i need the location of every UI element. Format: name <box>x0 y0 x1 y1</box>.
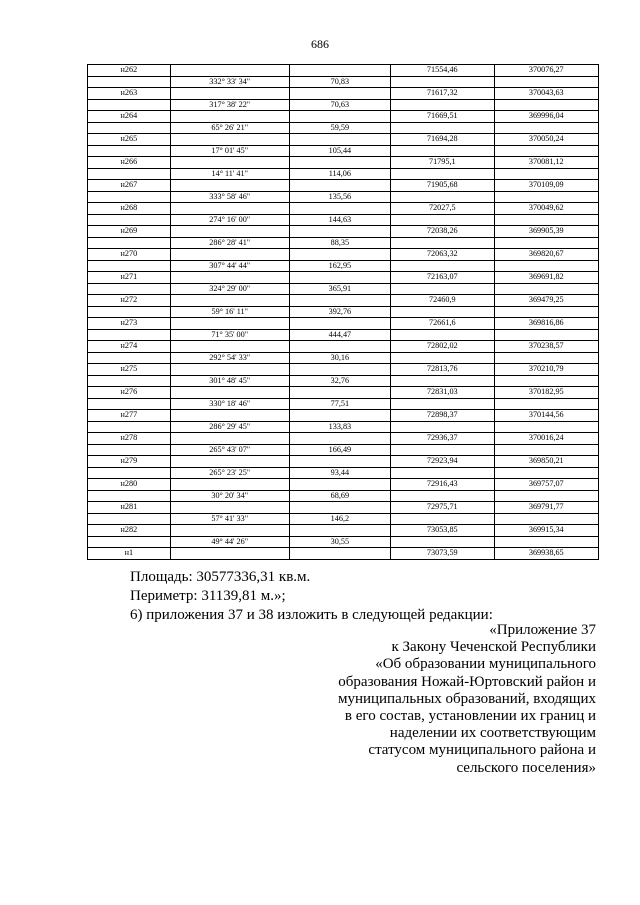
empty-cell <box>170 387 289 399</box>
point-y-cell: 369757,07 <box>494 479 599 491</box>
point-row <box>88 479 599 491</box>
point-name-cell: н267 <box>88 180 171 192</box>
page-number: 686 <box>311 37 329 51</box>
empty-cell <box>391 168 494 180</box>
empty-cell <box>391 283 494 295</box>
point-name-cell: н282 <box>88 525 171 537</box>
point-row <box>88 548 599 560</box>
empty-cell <box>289 295 390 307</box>
empty-cell <box>88 329 171 341</box>
empty-cell <box>170 433 289 445</box>
area-text: Площадь: 30577336,31 кв.м. <box>130 569 311 585</box>
empty-cell <box>170 272 289 284</box>
point-row <box>88 502 599 514</box>
empty-cell <box>391 536 494 548</box>
point-row <box>88 295 599 307</box>
empty-cell <box>494 260 599 272</box>
point-y-cell: 370144,56 <box>494 410 599 422</box>
empty-cell <box>289 203 390 215</box>
empty-cell <box>391 260 494 272</box>
segment-distance-cell: 144,63 <box>289 214 390 226</box>
appendix-line: к Закону Чеченской Республики <box>391 639 596 656</box>
segment-angle-cell: 17° 01' 45" <box>170 145 289 157</box>
point-x-cell: 71554,46 <box>391 65 494 77</box>
segment-distance-cell: 162,95 <box>289 260 390 272</box>
point-y-cell: 370109,09 <box>494 180 599 192</box>
point-x-cell: 73053,85 <box>391 525 494 537</box>
empty-cell <box>391 214 494 226</box>
segment-row <box>88 352 599 364</box>
empty-cell <box>494 214 599 226</box>
point-y-cell: 369691,82 <box>494 272 599 284</box>
segment-angle-cell: 330° 18' 46" <box>170 398 289 410</box>
empty-cell <box>391 513 494 525</box>
empty-cell <box>170 157 289 169</box>
point-row <box>88 249 599 261</box>
empty-cell <box>88 214 171 226</box>
segment-distance-cell: 70,83 <box>289 76 390 88</box>
empty-cell <box>88 99 171 111</box>
empty-cell <box>391 145 494 157</box>
empty-cell <box>494 444 599 456</box>
appendix-line: сельского поселения» <box>456 759 596 776</box>
empty-cell <box>494 99 599 111</box>
empty-cell <box>170 502 289 514</box>
empty-cell <box>391 352 494 364</box>
empty-cell <box>289 134 390 146</box>
empty-cell <box>289 180 390 192</box>
empty-cell <box>170 410 289 422</box>
empty-cell <box>289 226 390 238</box>
empty-cell <box>289 272 390 284</box>
point-row <box>88 111 599 123</box>
empty-cell <box>88 260 171 272</box>
empty-cell <box>494 237 599 249</box>
segment-row <box>88 375 599 387</box>
empty-cell <box>88 352 171 364</box>
segment-distance-cell: 30,55 <box>289 536 390 548</box>
empty-cell <box>494 191 599 203</box>
segment-distance-cell: 59,59 <box>289 122 390 134</box>
point-y-cell: 370050,24 <box>494 134 599 146</box>
appendix-line: «Приложение 37 <box>489 622 596 638</box>
empty-cell <box>170 249 289 261</box>
empty-cell <box>391 444 494 456</box>
point-name-cell: н1 <box>88 548 171 560</box>
empty-cell <box>494 398 599 410</box>
segment-angle-cell: 59° 16' 11" <box>170 306 289 318</box>
point-name-cell: н276 <box>88 387 171 399</box>
segment-distance-cell: 105,44 <box>289 145 390 157</box>
point-name-cell: н272 <box>88 295 171 307</box>
point-y-cell: 369938,65 <box>494 548 599 560</box>
point-row <box>88 525 599 537</box>
empty-cell <box>494 513 599 525</box>
empty-cell <box>289 479 390 491</box>
segment-distance-cell: 70,63 <box>289 99 390 111</box>
point-x-cell: 72898,37 <box>391 410 494 422</box>
point-name-cell: н270 <box>88 249 171 261</box>
empty-cell <box>391 306 494 318</box>
point-y-cell: 369905,39 <box>494 226 599 238</box>
segment-angle-cell: 71° 35' 00" <box>170 329 289 341</box>
segment-row <box>88 145 599 157</box>
segment-row <box>88 191 599 203</box>
empty-cell <box>170 479 289 491</box>
empty-cell <box>494 352 599 364</box>
point-x-cell: 72813,76 <box>391 364 494 376</box>
empty-cell <box>170 111 289 123</box>
segment-distance-cell: 93,44 <box>289 467 390 479</box>
point-row <box>88 456 599 468</box>
segment-row <box>88 168 599 180</box>
point-name-cell: н269 <box>88 226 171 238</box>
segment-row <box>88 76 599 88</box>
point-x-cell: 72975,71 <box>391 502 494 514</box>
empty-cell <box>88 490 171 502</box>
empty-cell <box>170 295 289 307</box>
segment-angle-cell: 286° 29' 45" <box>170 421 289 433</box>
segment-row <box>88 99 599 111</box>
point-x-cell: 71795,1 <box>391 157 494 169</box>
point-name-cell: н279 <box>88 456 171 468</box>
point-y-cell: 369479,25 <box>494 295 599 307</box>
segment-angle-cell: 49° 44' 26" <box>170 536 289 548</box>
segment-angle-cell: 317° 38' 22" <box>170 99 289 111</box>
segment-distance-cell: 135,56 <box>289 191 390 203</box>
point-x-cell: 71617,32 <box>391 88 494 100</box>
segment-row <box>88 398 599 410</box>
empty-cell <box>391 398 494 410</box>
empty-cell <box>494 490 599 502</box>
empty-cell <box>170 341 289 353</box>
appendix-line: статусом муниципального района и <box>368 742 596 759</box>
point-name-cell: н281 <box>88 502 171 514</box>
appendix-line: муниципальных образований, входящих <box>337 690 596 707</box>
point-x-cell: 72661,6 <box>391 318 494 330</box>
segment-angle-cell: 286° 28' 41" <box>170 237 289 249</box>
empty-cell <box>289 525 390 537</box>
empty-cell <box>88 237 171 249</box>
empty-cell <box>170 364 289 376</box>
point-name-cell: н278 <box>88 433 171 445</box>
segment-angle-cell: 265° 43' 07" <box>170 444 289 456</box>
segment-row <box>88 122 599 134</box>
empty-cell <box>391 375 494 387</box>
segment-distance-cell: 68,69 <box>289 490 390 502</box>
empty-cell <box>289 433 390 445</box>
point-x-cell: 72163,07 <box>391 272 494 284</box>
segment-distance-cell: 133,83 <box>289 421 390 433</box>
segment-distance-cell: 32,76 <box>289 375 390 387</box>
empty-cell <box>289 387 390 399</box>
coordinates-table <box>87 64 599 560</box>
segment-angle-cell: 333° 58' 46" <box>170 191 289 203</box>
point-x-cell: 72936,37 <box>391 433 494 445</box>
segment-row <box>88 467 599 479</box>
appendix-line: наделении их соответствующим <box>389 725 596 742</box>
empty-cell <box>494 467 599 479</box>
empty-cell <box>289 410 390 422</box>
point-row <box>88 433 599 445</box>
empty-cell <box>88 306 171 318</box>
empty-cell <box>494 329 599 341</box>
appendix-heading <box>266 622 596 777</box>
empty-cell <box>289 249 390 261</box>
empty-cell <box>289 456 390 468</box>
point-x-cell: 72038,26 <box>391 226 494 238</box>
perimeter-text: Периметр: 31139,81 м.»; <box>130 588 286 604</box>
empty-cell <box>170 180 289 192</box>
empty-cell <box>391 490 494 502</box>
point-x-cell: 71669,51 <box>391 111 494 123</box>
coordinates-table-body <box>88 65 599 560</box>
empty-cell <box>494 168 599 180</box>
point-y-cell: 369850,21 <box>494 456 599 468</box>
point-y-cell: 370049,62 <box>494 203 599 215</box>
empty-cell <box>289 364 390 376</box>
point-y-cell: 369816,86 <box>494 318 599 330</box>
empty-cell <box>88 513 171 525</box>
empty-cell <box>391 99 494 111</box>
point-row <box>88 226 599 238</box>
point-name-cell: н277 <box>88 410 171 422</box>
empty-cell <box>391 191 494 203</box>
segment-row <box>88 260 599 272</box>
segment-angle-cell: 30° 20' 34" <box>170 490 289 502</box>
empty-cell <box>88 283 171 295</box>
empty-cell <box>494 421 599 433</box>
point-row <box>88 341 599 353</box>
empty-cell <box>391 122 494 134</box>
point-name-cell: н266 <box>88 157 171 169</box>
empty-cell <box>88 76 171 88</box>
segment-angle-cell: 301° 48' 45" <box>170 375 289 387</box>
segment-distance-cell: 77,51 <box>289 398 390 410</box>
appendix-line: в его состав, установлении их границ и <box>344 708 596 725</box>
point-row <box>88 318 599 330</box>
empty-cell <box>391 467 494 479</box>
empty-cell <box>289 318 390 330</box>
empty-cell <box>88 536 171 548</box>
point-name-cell: н265 <box>88 134 171 146</box>
point-row <box>88 410 599 422</box>
empty-cell <box>391 237 494 249</box>
segment-distance-cell: 365,91 <box>289 283 390 295</box>
point-x-cell: 72831,03 <box>391 387 494 399</box>
segment-angle-cell: 307° 44' 44" <box>170 260 289 272</box>
point-x-cell: 71694,28 <box>391 134 494 146</box>
segment-distance-cell: 146,2 <box>289 513 390 525</box>
point-row <box>88 134 599 146</box>
empty-cell <box>494 375 599 387</box>
empty-cell <box>170 65 289 77</box>
point-name-cell: н275 <box>88 364 171 376</box>
empty-cell <box>494 145 599 157</box>
point-x-cell: 72027,5 <box>391 203 494 215</box>
point-y-cell: 370076,27 <box>494 65 599 77</box>
empty-cell <box>289 65 390 77</box>
segment-row <box>88 536 599 548</box>
empty-cell <box>88 444 171 456</box>
segment-row <box>88 444 599 456</box>
point-y-cell: 370238,57 <box>494 341 599 353</box>
empty-cell <box>494 536 599 548</box>
point-row <box>88 387 599 399</box>
point-x-cell: 72916,43 <box>391 479 494 491</box>
empty-cell <box>391 76 494 88</box>
point-y-cell: 370210,79 <box>494 364 599 376</box>
empty-cell <box>170 203 289 215</box>
segment-row <box>88 306 599 318</box>
segment-angle-cell: 274° 16' 00" <box>170 214 289 226</box>
point-y-cell: 369820,67 <box>494 249 599 261</box>
empty-cell <box>170 88 289 100</box>
empty-cell <box>289 548 390 560</box>
point-name-cell: н263 <box>88 88 171 100</box>
empty-cell <box>170 456 289 468</box>
segment-distance-cell: 444,47 <box>289 329 390 341</box>
point-y-cell: 369791,77 <box>494 502 599 514</box>
empty-cell <box>88 191 171 203</box>
segment-distance-cell: 88,35 <box>289 237 390 249</box>
point-name-cell: н273 <box>88 318 171 330</box>
empty-cell <box>391 329 494 341</box>
empty-cell <box>494 306 599 318</box>
point-row <box>88 88 599 100</box>
point-name-cell: н280 <box>88 479 171 491</box>
point-row <box>88 203 599 215</box>
point-x-cell: 73073,59 <box>391 548 494 560</box>
point-x-cell: 72802,02 <box>391 341 494 353</box>
empty-cell <box>88 145 171 157</box>
point-y-cell: 369996,04 <box>494 111 599 123</box>
segment-row <box>88 329 599 341</box>
point-x-cell: 72063,32 <box>391 249 494 261</box>
appendix-line: «Об образовании муниципального <box>375 656 596 673</box>
empty-cell <box>88 375 171 387</box>
point-x-cell: 71905,68 <box>391 180 494 192</box>
segment-angle-cell: 57° 41' 33" <box>170 513 289 525</box>
empty-cell <box>289 157 390 169</box>
point-name-cell: н262 <box>88 65 171 77</box>
empty-cell <box>170 226 289 238</box>
segment-row <box>88 421 599 433</box>
point-name-cell: н274 <box>88 341 171 353</box>
empty-cell <box>88 467 171 479</box>
empty-cell <box>170 318 289 330</box>
appendix-line: образования Ножай-Юртовский район и <box>338 673 596 690</box>
segment-row <box>88 490 599 502</box>
point-y-cell: 370081,12 <box>494 157 599 169</box>
segment-row <box>88 513 599 525</box>
point-name-cell: н271 <box>88 272 171 284</box>
empty-cell <box>88 398 171 410</box>
empty-cell <box>289 341 390 353</box>
segment-angle-cell: 265° 23' 25" <box>170 467 289 479</box>
empty-cell <box>494 122 599 134</box>
empty-cell <box>494 76 599 88</box>
point-row <box>88 180 599 192</box>
empty-cell <box>494 283 599 295</box>
segment-angle-cell: 332° 33' 34" <box>170 76 289 88</box>
segment-angle-cell: 292° 54' 33" <box>170 352 289 364</box>
point-name-cell: н268 <box>88 203 171 215</box>
segment-distance-cell: 166,49 <box>289 444 390 456</box>
point-y-cell: 369915,34 <box>494 525 599 537</box>
point-row <box>88 157 599 169</box>
empty-cell <box>289 502 390 514</box>
empty-cell <box>289 111 390 123</box>
segment-distance-cell: 30,16 <box>289 352 390 364</box>
segment-distance-cell: 114,06 <box>289 168 390 180</box>
segment-row <box>88 214 599 226</box>
point-row <box>88 364 599 376</box>
empty-cell <box>170 134 289 146</box>
empty-cell <box>391 421 494 433</box>
empty-cell <box>289 88 390 100</box>
point-name-cell: н264 <box>88 111 171 123</box>
point-x-cell: 72460,9 <box>391 295 494 307</box>
segment-distance-cell: 392,76 <box>289 306 390 318</box>
summary-block <box>130 568 493 625</box>
empty-cell <box>170 525 289 537</box>
empty-cell <box>88 421 171 433</box>
empty-cell <box>88 122 171 134</box>
segment-angle-cell: 324° 29' 00" <box>170 283 289 295</box>
amendment-item-text: 6) приложения 37 и 38 изложить в следующей редакции: <box>130 607 493 623</box>
point-y-cell: 370016,24 <box>494 433 599 445</box>
segment-row <box>88 237 599 249</box>
empty-cell <box>88 168 171 180</box>
segment-row <box>88 283 599 295</box>
point-y-cell: 370043,63 <box>494 88 599 100</box>
segment-angle-cell: 65° 26' 21" <box>170 122 289 134</box>
point-y-cell: 370182,95 <box>494 387 599 399</box>
point-row <box>88 272 599 284</box>
point-row <box>88 65 599 77</box>
empty-cell <box>170 548 289 560</box>
point-x-cell: 72923,94 <box>391 456 494 468</box>
segment-angle-cell: 14° 11' 41" <box>170 168 289 180</box>
